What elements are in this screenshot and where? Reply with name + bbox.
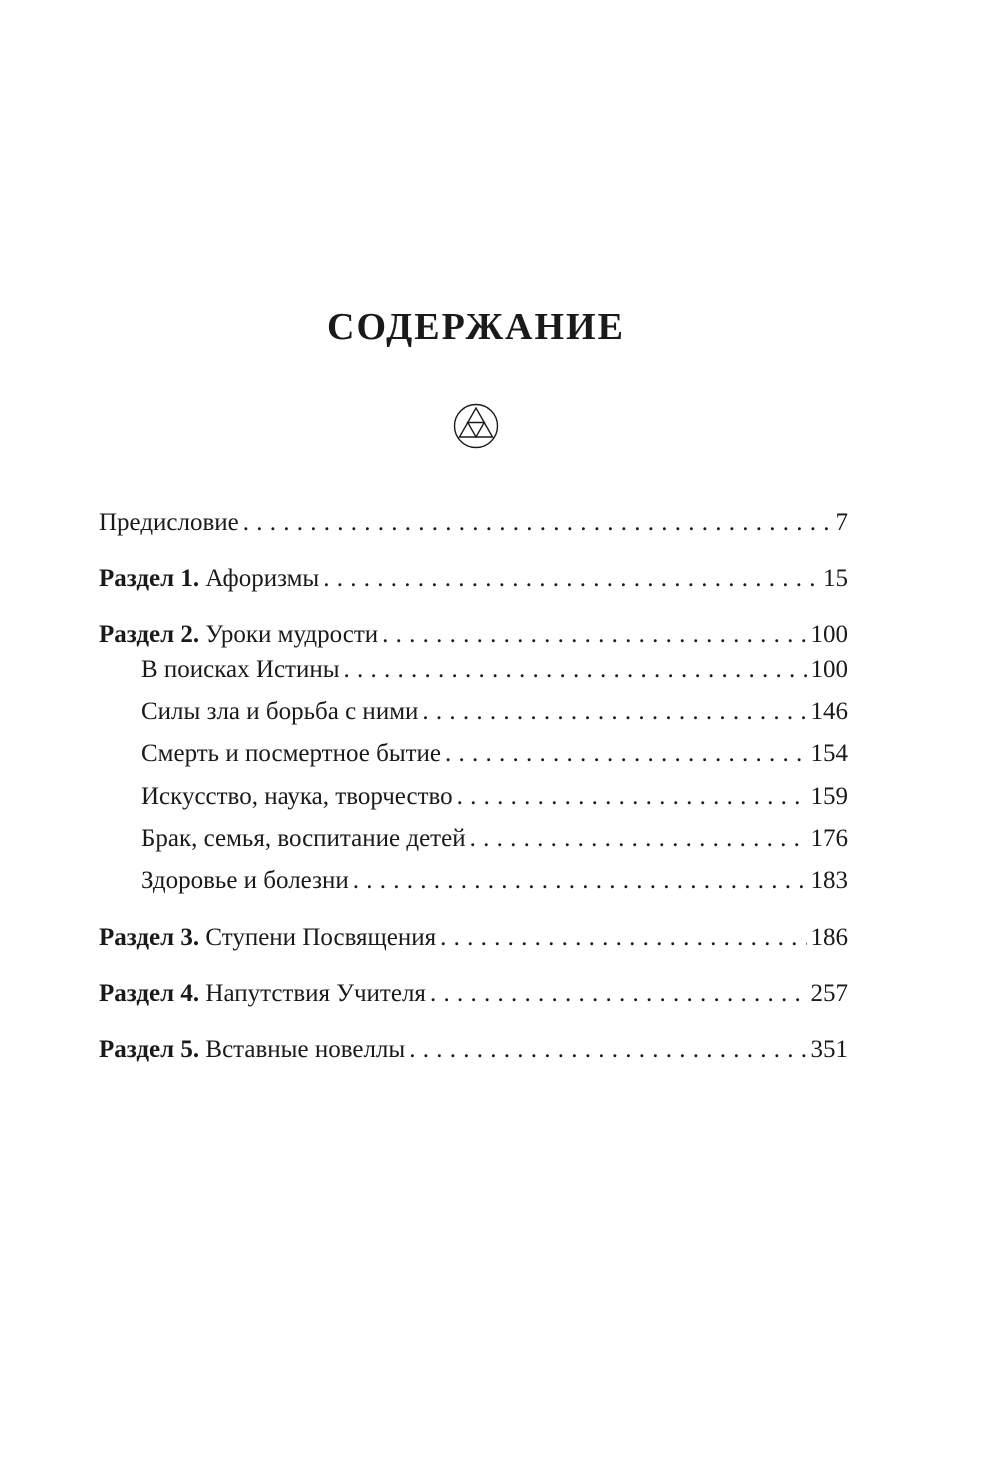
page-title: СОДЕРЖАНИЕ [327, 306, 625, 348]
toc-page-number: 146 [810, 698, 848, 725]
toc-page-number: 100 [810, 621, 848, 648]
toc-section-label: Раздел 1. [99, 565, 200, 592]
dot-leader [353, 865, 807, 897]
toc-subentry[interactable] [141, 738, 848, 770]
toc-entry-section-4[interactable] [99, 978, 848, 1010]
toc-subentry[interactable] [141, 781, 848, 813]
dot-leader [382, 619, 806, 651]
toc-page-number: 351 [810, 1036, 848, 1063]
toc-page-number: 15 [823, 565, 848, 592]
dot-leader [243, 507, 832, 539]
toc-entry-title: Предисловие [99, 509, 239, 536]
toc-entry-title: Вставные новеллы [205, 1036, 406, 1063]
toc-entry-title: Уроки мудрости [205, 621, 379, 648]
toc-entry-section-1[interactable] [99, 563, 848, 595]
toc-section-label: Раздел 3. [99, 924, 200, 951]
toc-subentry[interactable] [141, 823, 848, 855]
toc-page-number: 100 [810, 656, 848, 683]
dot-leader [445, 738, 806, 770]
dot-leader [344, 654, 807, 686]
toc-entry-title: Силы зла и борьба с ними [141, 698, 419, 725]
dot-leader [323, 563, 819, 595]
toc-section-label: Раздел 5. [99, 1036, 200, 1063]
toc-section-label: Раздел 2. [99, 621, 200, 648]
toc-entry-preface[interactable] [99, 507, 848, 539]
toc-page-number: 257 [810, 980, 848, 1007]
toc-page-number: 176 [810, 825, 848, 852]
toc-entry-title: Афоризмы [205, 565, 320, 592]
toc-page-number: 154 [810, 740, 848, 767]
toc-page-number: 186 [810, 924, 848, 951]
toc-entry-title: В поисках Истины [141, 656, 340, 683]
dot-leader [409, 1034, 806, 1066]
dot-leader [440, 922, 806, 954]
dot-leader [430, 978, 807, 1010]
triangle-circle-emblem-icon [453, 403, 499, 449]
toc-entry-title: Здоровье и болезни [141, 867, 349, 894]
toc-entry-section-2[interactable] [99, 619, 848, 651]
toc-section-label: Раздел 4. [99, 980, 200, 1007]
toc-entry-title: Ступени Посвящения [205, 924, 437, 951]
toc-subentry[interactable] [141, 865, 848, 897]
toc-entry-section-3[interactable] [99, 922, 848, 954]
dot-leader [422, 696, 806, 728]
toc-page-number: 7 [835, 509, 848, 536]
toc-subentry[interactable] [141, 654, 848, 686]
toc-entry-title: Напутствия Учителя [205, 980, 426, 1007]
toc-entry-title: Искусство, наука, творчество [141, 783, 453, 810]
toc-subentry[interactable] [141, 696, 848, 728]
toc-page-number: 183 [810, 867, 848, 894]
toc-page-number: 159 [810, 783, 848, 810]
dot-leader [470, 823, 807, 855]
dot-leader [457, 781, 807, 813]
toc-entry-title: Брак, семья, воспитание детей [141, 825, 466, 852]
toc-entry-section-5[interactable] [99, 1034, 848, 1066]
toc-entry-title: Смерть и посмертное бытие [141, 740, 442, 767]
